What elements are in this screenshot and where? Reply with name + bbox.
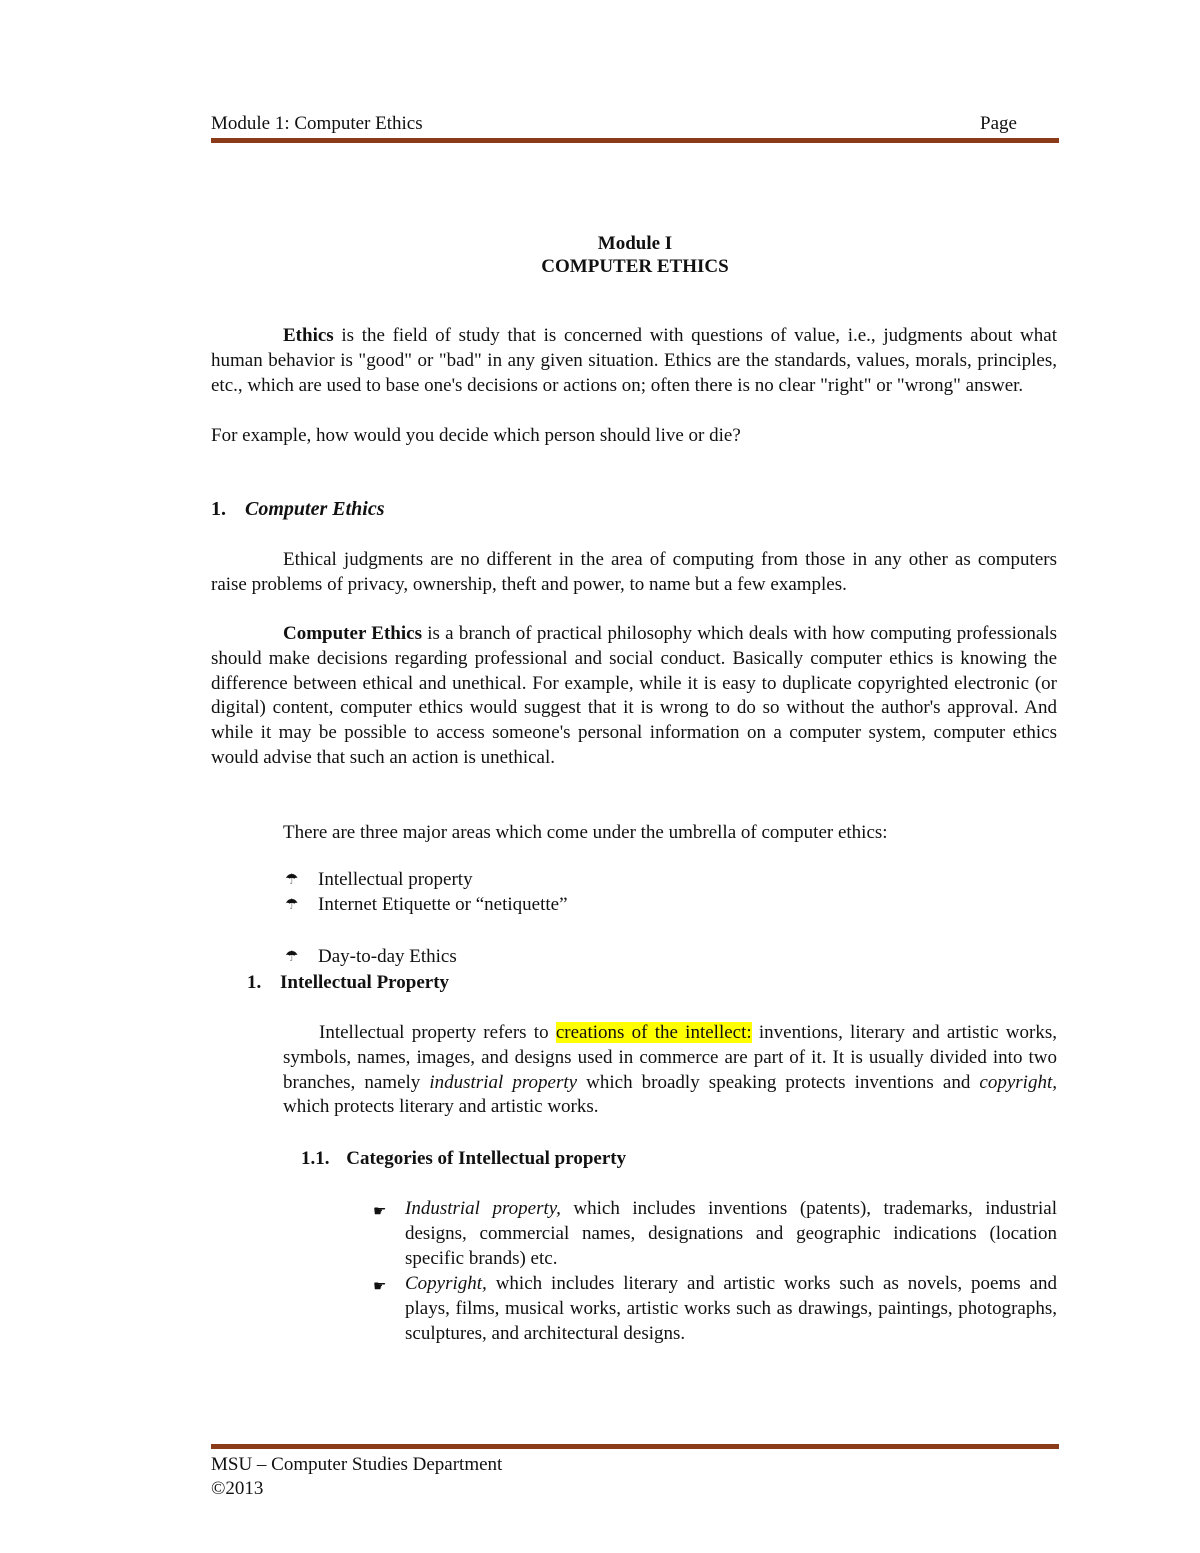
subsection-number: 1.1. [301, 1148, 330, 1169]
subsection-title: Categories of Intellectual property [346, 1148, 627, 1169]
computing-judgments-paragraph: Ethical judgments are no different in the area of computing from those in any other as computers raise problems of privacy, ownership, theft and power, to name but a few examples. [211, 549, 1057, 595]
intro-paragraph [211, 324, 1057, 398]
category-term: Industrial property, [405, 1198, 561, 1219]
category-copyright: Copyright, which includes literary and artistic works such as novels, poems and plays, films, musical works, artistic works such as drawings, paintings, photographs, sculptures, and architectural designs. [405, 1273, 1057, 1344]
categories-heading [301, 1147, 626, 1172]
definition-text: is a branch of practical philosophy which deals with how computing professionals should make decisions regarding professional and social conduct. Basically computer ethics is knowing the difference between ethical and unethical. For example, while it is easy to duplicate copyrighted electronic (or digital) content, computer ethics would suggest that it is wrong to do so without the author's approval. And while it may be possible to access someone's personal information on a computer system, computer ethics would advise that such an action is unethical. [211, 623, 1057, 768]
definition-term: Computer Ethics [283, 623, 422, 644]
computer-ethics-definition-paragraph [211, 622, 1057, 771]
intro-example: For example, how would you decide which person should live or die? [211, 425, 741, 446]
intro-term: Ethics [283, 325, 334, 346]
intellectual-property-paragraph: Intellectual property refers to creations of the intellect: inventions, literary and artistic works, symbols, names, images, and designs used in commerce are part of it. It is usually divided into two branches, namely industrial property which broadly speaking protects inventions and copyright, which protects literary and artistic works. [283, 1022, 1057, 1118]
intellectual-property-heading [247, 971, 449, 996]
header-rule [211, 138, 1059, 143]
pointing-hand-bullet-icon: ☛ [373, 1279, 387, 1295]
cloud-bullet-icon: ☂ [285, 897, 299, 913]
section-computer-ethics-heading [211, 497, 384, 522]
cloud-bullet-icon: ☂ [285, 872, 299, 888]
areas-intro: There are three major areas which come under the umbrella of computer ethics: [283, 822, 888, 843]
header-title: Module 1: Computer Ethics [211, 113, 423, 134]
ip-title: Intellectual Property [280, 972, 450, 993]
highlighted-text: creations of the intellect: [555, 1022, 752, 1043]
ip-number: 1. [247, 972, 262, 993]
module-title: COMPUTER ETHICS [541, 256, 729, 277]
intro-text: is the field of study that is concerned with questions of value, i.e., judgments about what human behavior is "good" or "bad" in any given situation. Ethics are the standards, values, morals, principles, etc., which are used to base one's decisions or actions on; often there is no clear "right" or "wrong" answer. [211, 325, 1057, 396]
footer-department: MSU – Computer Studies Department [211, 1454, 503, 1475]
cloud-bullet-icon: ☂ [285, 949, 299, 965]
section-number: 1. [211, 498, 226, 520]
header-page-label: Page [980, 113, 1017, 134]
module-number: Module I [597, 233, 673, 254]
footer-rule [211, 1444, 1059, 1449]
section-title: Computer Ethics [245, 498, 385, 520]
category-industrial-property: Industrial property, which includes inventions (patents), trademarks, industrial designs, commercial names, designations and geographic indications (location specific brands) etc. [405, 1198, 1057, 1269]
pointing-hand-bullet-icon: ☛ [373, 1204, 387, 1220]
category-term: Copyright, [405, 1273, 487, 1294]
footer-copyright: ©2013 [211, 1478, 264, 1499]
